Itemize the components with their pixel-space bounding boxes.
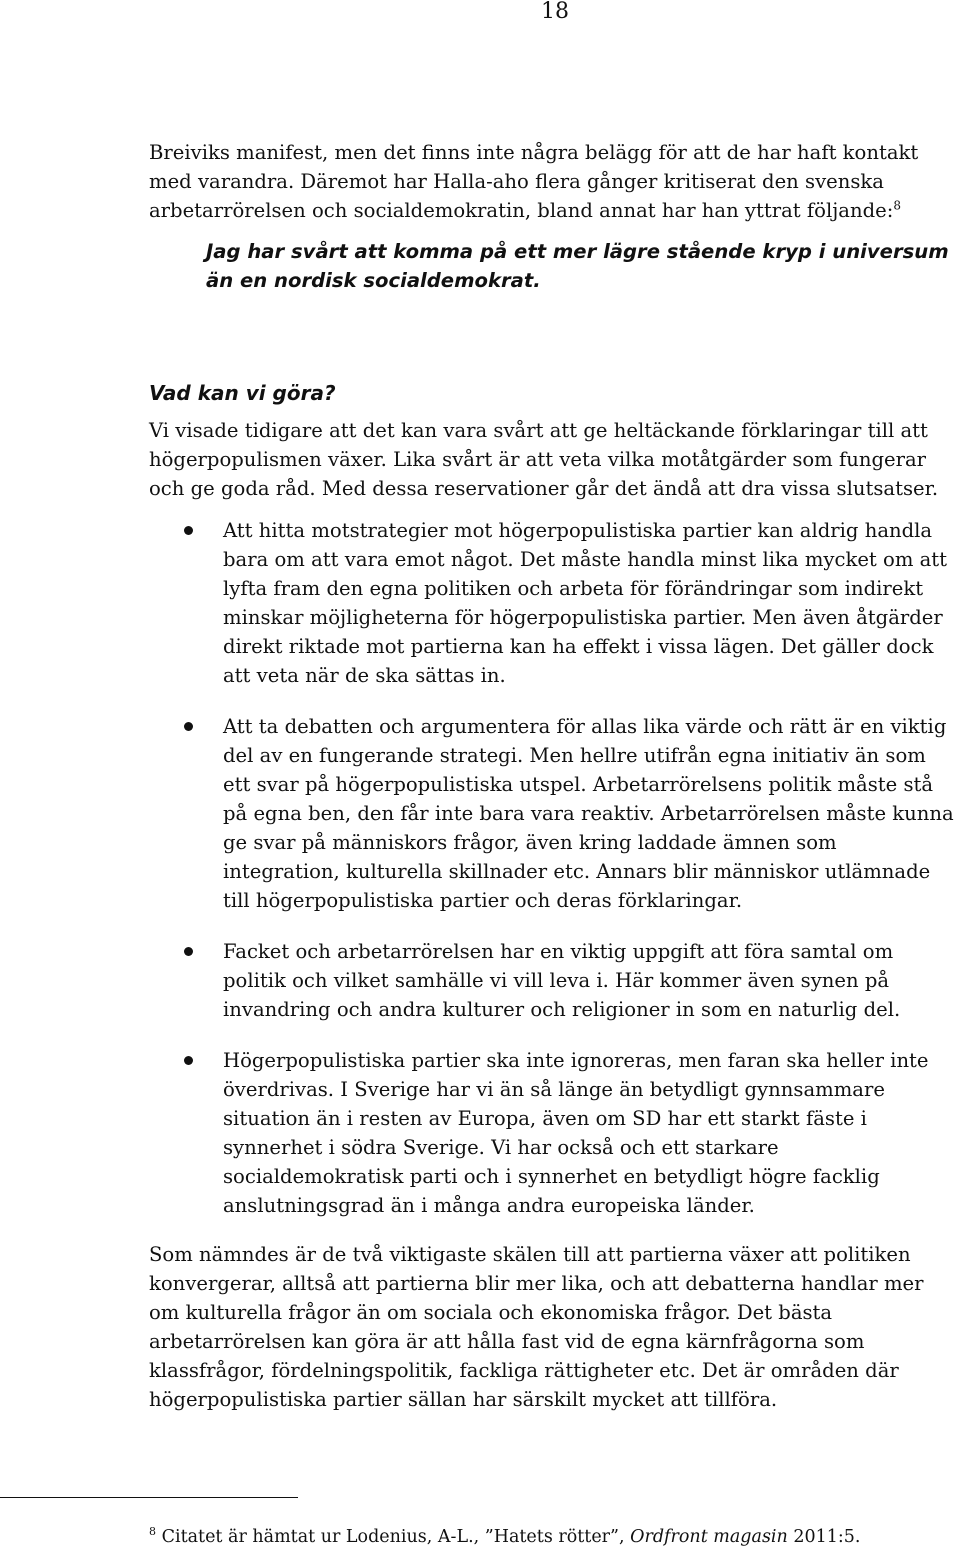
footnote-reference: 8	[893, 198, 901, 213]
bullet-list	[149, 516, 957, 1220]
page-body	[149, 138, 957, 1414]
footnote-text: Citatet är hämtat ur Lodenius, A-L., ”Hatets rötter”,	[161, 1527, 631, 1547]
list-item-text: Facket och arbetarrörelsen har en viktig uppgift att föra samtal om politik och vilket samhälle vi vill leva i. Här kommer även synen på invandring och andra kulturer och religioner in som en naturlig del.	[223, 940, 901, 1021]
list-item	[149, 712, 957, 915]
footnote-source: Ordfront magasin	[630, 1527, 788, 1547]
list-item-text: Att hitta motstrategier mot högerpopulistiska partier kan aldrig handla bara om att vara emot något. Det måste handla minst lika mycket om att lyfta fram den egna politiken och arbeta för förändringar som indirekt minskar möjligheterna för högerpopulistiska partier. Men även åtgärder direkt riktade mot partierna kan ha effekt i vissa lägen. Det gäller dock att veta när de ska sättas in.	[223, 519, 948, 687]
intro-paragraph	[149, 138, 957, 225]
list-item-text: Att ta debatten och argumentera för allas lika värde och rätt är en viktig del av en fungerande strategi. Men hellre utifrån egna initiativ än som ett svar på högerpopulistiska utspel. Arbetarrörelsens politik måste stå på egna ben, den får inte bara vara reaktiv. Arbetarrörelsen måste kunna ge svar på människors frågor, även kring laddade ämnen som integration, kulturella skillnader etc. Annars blir människor utlämnade till högerpopulistiska partier och deras förklaringar.	[223, 715, 954, 912]
list-item-text: Högerpopulistiska partier ska inte ignoreras, men faran ska heller inte överdrivas. I Sverige har vi än så länge än betydligt gynnsammare situation än i resten av Europa, även om SD har ett starkt fäste i synnerhet i södra Sverige. Vi har också och ett starkare socialdemokratisk parti och i synnerhet en betydligt högre facklig anslutningsgrad än i många andra europeiska länder.	[223, 1049, 929, 1217]
bullet-icon	[184, 722, 193, 731]
bullet-icon	[184, 947, 193, 956]
list-item	[149, 516, 957, 690]
block-quote: Jag har svårt att komma på ett mer lägre stående kryp i universum än en nordisk socialdemokrat.	[206, 240, 949, 292]
footnote	[149, 1526, 861, 1548]
footnote-issue: 2011:5.	[787, 1527, 861, 1547]
footnote-marker: 8	[149, 1525, 156, 1539]
closing-paragraph: Som nämndes är de två viktigaste skälen till att partierna växer att politiken konvergerar, alltså att partierna blir mer lika, och att debatterna handlar mer om kulturella frågor än om sociala och ekonomiska frågor. Det bästa arbetarrörelsen kan göra är att hålla fast vid de egna kärnfrågorna som klassfrågor, fördelningspolitik, fackliga rättigheter etc. Det är områden där högerpopulistiska partier sällan har särskilt mycket att tillföra.	[149, 1243, 924, 1411]
section-lead-paragraph: Vi visade tidigare att det kan vara svårt att ge heltäckande förklaringar till att högerpopulismen växer. Lika svårt är att veta vilka motåtgärder som fungerar och ge goda råd. Med dessa reservationer går det ändå att dra vissa slutsatser.	[149, 419, 939, 500]
intro-text: Breiviks manifest, men det finns inte några belägg för att de har haft kontakt med varandra. Däremot har Halla-aho flera gånger kritiserat den svenska arbetarrörelsen och socialdemokratin, bland annat har han yttrat följande:	[149, 141, 919, 222]
page-number: 18	[541, 0, 569, 24]
footnote-divider	[0, 1497, 298, 1498]
bullet-icon	[184, 526, 193, 535]
bullet-icon	[184, 1056, 193, 1065]
list-item	[149, 937, 957, 1024]
list-item	[149, 1046, 957, 1220]
section-heading: Vad kan vi göra?	[149, 381, 336, 405]
